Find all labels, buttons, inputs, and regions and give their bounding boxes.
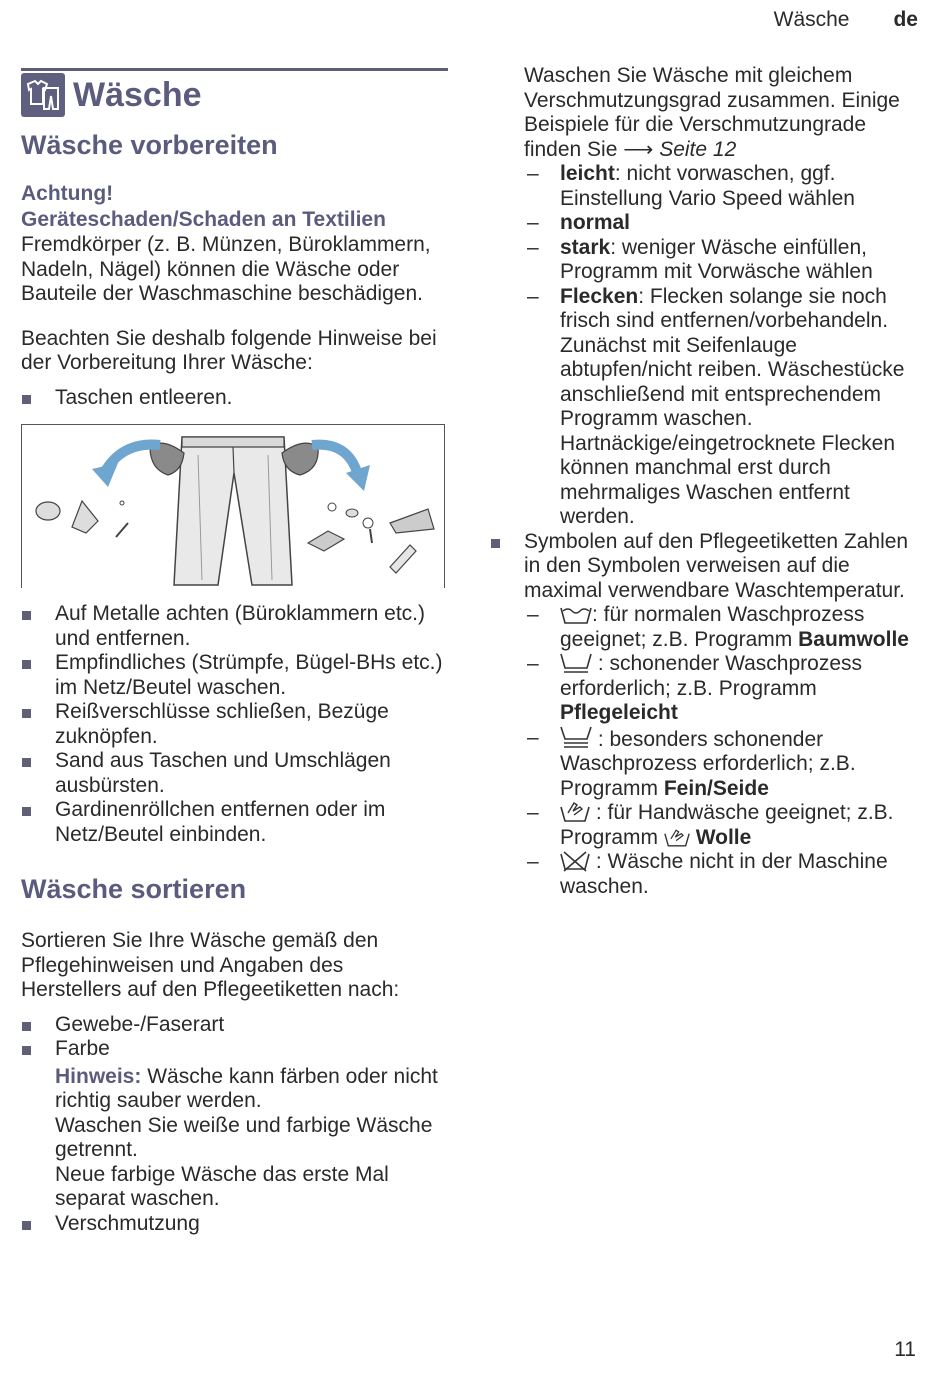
list-item: Empfindliches (Strümpfe, Bügel-BHs etc.) im Netz/Beutel waschen. xyxy=(21,651,449,700)
list-item: Reißverschlüsse schließen, Bezüge zuknöpfen. xyxy=(21,700,449,749)
list-item: Sand aus Taschen und Umschlägen ausbürsten. xyxy=(21,749,449,798)
list-item xyxy=(524,285,924,530)
list-item xyxy=(524,801,924,850)
list-item: Gardinenröllchen entfernen oder im Netz/Beutel einbinden. xyxy=(21,798,449,847)
header-language: de xyxy=(893,8,918,31)
heading-prepare: Wäsche vorbereiten xyxy=(21,130,278,160)
symbol-desc: : Wäsche nicht in der Maschine waschen. xyxy=(560,850,888,898)
heading-sort: Wäsche sortieren xyxy=(21,874,247,904)
list-item: Verschmutzung xyxy=(21,1212,449,1237)
symbols-list xyxy=(490,530,924,900)
left-column xyxy=(21,68,449,1236)
prepare-intro: Beachten Sie deshalb folgende Hinweise bei der Vorbereitung Ihrer Wäsche: xyxy=(21,326,437,374)
wash-tub-normal-icon xyxy=(560,605,592,625)
term: leicht xyxy=(560,162,615,185)
list-item: Gewebe-/Faserart xyxy=(21,1013,449,1038)
soil-list xyxy=(524,162,924,530)
page-number: 11 xyxy=(894,1338,916,1361)
list-item xyxy=(490,530,924,900)
list-item xyxy=(524,211,924,236)
pockets-illustration xyxy=(21,424,445,588)
sort-intro: Sortieren Sie Ihre Wäsche gemäß den Pflegehinweisen und Angaben des Herstellers auf den Pflegeetiketten nach: xyxy=(21,929,400,1001)
list-item xyxy=(524,236,924,285)
hint-line: Neue farbige Wäsche das erste Mal separat waschen. xyxy=(55,1162,389,1210)
wash-tub-gentle-icon xyxy=(560,652,592,674)
prepare-list xyxy=(21,602,449,847)
definition: : nicht vorwaschen, ggf. Einstellung Vario Speed wählen xyxy=(560,162,855,210)
chapter-title xyxy=(21,73,449,117)
program-name: Fein/Seide xyxy=(663,776,769,800)
term: normal xyxy=(560,211,631,234)
list-item-label: Farbe xyxy=(55,1037,110,1060)
warning-text: Fremdkörper (z. B. Münzen, Büroklammern, Nadeln, Nägel) können die Wäsche oder Bauteile der Waschmaschine beschädigen. xyxy=(21,233,431,305)
definition: : weniger Wäsche einfüllen, Programm mit Vorwäsche wählen xyxy=(560,235,873,283)
list-item xyxy=(524,850,924,899)
symbol-desc: : besonders schonender Waschprozess erforderlich; z.B. Programm xyxy=(560,727,856,800)
hint-line: Waschen Sie weiße und farbige Wäsche getrennt. xyxy=(55,1113,433,1161)
page-reference[interactable]: Seite 12 xyxy=(659,137,737,161)
soil-intro xyxy=(524,64,924,162)
list-item xyxy=(524,652,924,726)
hand-wash-icon xyxy=(560,801,590,823)
wash-tub-very-gentle-icon xyxy=(560,726,592,750)
symbol-desc: : für normalen Waschprozess geeignet; z.B. Programm xyxy=(560,603,865,651)
do-not-wash-icon xyxy=(560,850,590,872)
sort-list xyxy=(21,1013,449,1237)
hand-wash-icon xyxy=(664,828,690,848)
symbol-desc: : für Handwäsche geeignet; z.B. Programm xyxy=(560,801,894,849)
hint-block xyxy=(55,1065,449,1212)
list-item xyxy=(524,726,924,802)
page-title: Wäsche xyxy=(73,76,202,114)
program-name: Wolle xyxy=(695,825,752,849)
arrow-icon: ⟶ xyxy=(623,137,654,161)
warning-title: Achtung! xyxy=(21,182,114,205)
warning-block xyxy=(21,181,449,307)
list-item: Taschen entleeren. xyxy=(21,386,449,411)
header-section: Wäsche xyxy=(773,8,850,31)
title-rule xyxy=(21,68,448,71)
term: Flecken xyxy=(560,284,639,308)
symbols-intro: Symbolen auf den Pflegeetiketten Zahlen in den Symbolen verweisen auf die maximal verwendbare Waschtemperatur. xyxy=(524,529,909,602)
hint-text: Wäsche kann färben oder nicht richtig sauber werden. xyxy=(55,1064,438,1112)
soil-intro-text: Waschen Sie Wäsche mit gleichem Verschmutzungsgrad zusammen. Einige Beispiele für die Verschmutzungrade finden Sie xyxy=(524,64,900,161)
program-name: Pflegeleicht xyxy=(560,701,678,724)
list-item xyxy=(21,1037,449,1212)
prepare-list-first xyxy=(21,386,449,411)
right-column xyxy=(524,64,924,899)
warning-subtitle: Geräteschaden/Schaden an Textilien xyxy=(21,208,386,231)
term: stark xyxy=(560,235,611,259)
hint-label: Hinweis: xyxy=(55,1064,142,1088)
list-item xyxy=(524,162,924,211)
program-name: Baumwolle xyxy=(798,627,909,651)
laundry-icon xyxy=(21,73,65,117)
list-item xyxy=(524,603,924,652)
list-item: Auf Metalle achten (Büroklammern etc.) und entfernen. xyxy=(21,602,449,651)
symbols-sublist xyxy=(524,603,924,899)
running-head xyxy=(774,8,918,33)
symbol-desc: : schonender Waschprozess erforderlich; z.B. Programm xyxy=(560,652,863,700)
definition: : Flecken solange sie noch frisch sind entfernen/vorbehandeln. Zunächst mit Seifenlauge abtupfen/nicht reiben. Wäschestücke anschließend mit entsprechendem Programm waschen. Hartnäckige/eingetrocknete Flecken können manchmal erst durch mehrmaliges Waschen entfernt werden. xyxy=(560,284,905,528)
